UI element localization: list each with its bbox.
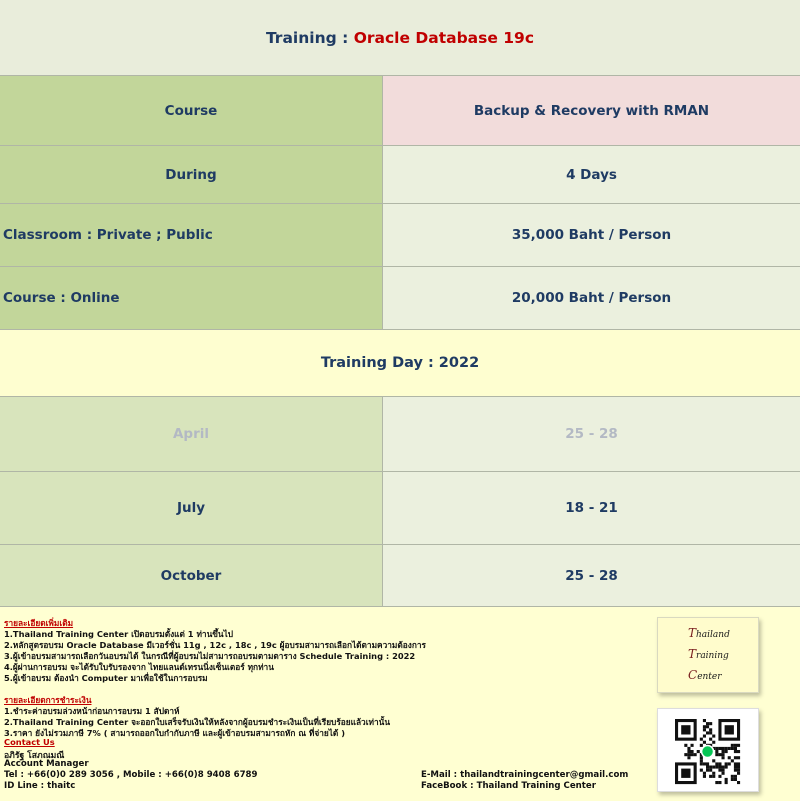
during-label: During — [0, 146, 383, 203]
online-row — [0, 266, 800, 329]
contact-name: อภิรัฐ โสภณมณี — [4, 751, 65, 761]
contact-email[interactable]: E-Mail : thailandtrainingcenter@gmail.com — [421, 770, 629, 780]
training-day-heading: Training Day : 2022 — [320, 355, 480, 371]
payment-heading: รายละเอียดการชำระเงิน — [4, 695, 92, 705]
classroom-price: 35,000 Baht / Person — [383, 204, 800, 266]
course-row — [0, 75, 800, 145]
details-heading: รายละเอียดเพิ่มเติม — [4, 618, 74, 628]
online-price: 20,000 Baht / Person — [383, 267, 800, 329]
payment-item: 1.ชำระค่าอบรมล่วงหน้าก่อนการอบรม 1 สัปดาห์ — [4, 706, 180, 716]
details-item: 3.ผู้เข้าอบรมสามารถเลือกวันอบรมได้ ในกรณีที่ผู้อบรมไม่สามารถอบรมตามตาราง Schedule Training : 2022 — [4, 651, 416, 661]
details-item: 1.Thailand Training Center เปิดอบรมตั้งแต่ 1 ท่านขึ้นไป — [4, 629, 234, 639]
details-item: 4.ผู้ผ่านการอบรม จะได้รับใบรับรองจาก ไทยแลนด์เทรนนิ่งเซ็นเตอร์ ทุกท่าน — [4, 662, 274, 672]
header-row — [0, 0, 800, 75]
online-label: Course : Online — [0, 267, 383, 329]
details-item: 2.หลักสูตรอบรม Oracle Database มีเวอร์ชั่น 11g , 12c , 18c , 19c ผู้อบรมสามารถเลือกได้ตามความต้องการ — [4, 640, 426, 650]
schedule-dates: 25 - 28 — [383, 397, 800, 471]
classroom-row — [0, 203, 800, 266]
schedule-row-1 — [0, 396, 800, 471]
during-row — [0, 145, 800, 203]
title-course-name: Oracle Database 19c — [353, 28, 535, 47]
payment-item: 3.ราคา ยังไม่รวมภาษี 7% ( สามารถออกใบกำกับภาษี และผู้เข้าอบรมสามารถหัก ณ ที่จ่ายได้ ) — [4, 728, 345, 738]
schedule-month: April — [0, 397, 383, 471]
course-value: Backup & Recovery with RMAN — [383, 76, 800, 145]
schedule-dates: 18 - 21 — [383, 472, 800, 544]
footer — [0, 606, 800, 801]
payment-item: 2.Thailand Training Center จะออกใบเสร็จรับเงินให้หลังจากผู้อบรมชำระเงินเป็นที่เรียบร้อยแล้วเท่านั้น — [4, 717, 391, 727]
during-value: 4 Days — [383, 146, 800, 203]
qr-code-icon — [658, 709, 758, 791]
details-item: 5.ผู้เข้าอบรม ต้องนำ Computer มาเพื่อใช้ในการอบรม — [4, 673, 208, 683]
contact-heading: Contact Us — [4, 737, 55, 747]
schedule-dates: 25 - 28 — [383, 545, 800, 606]
schedule-month: July — [0, 472, 383, 544]
contact-line-id: ID Line : thaitc — [4, 781, 76, 791]
training-day-row — [0, 329, 800, 396]
schedule-row-3 — [0, 544, 800, 606]
schedule-row-2 — [0, 471, 800, 544]
contact-facebook[interactable]: FaceBook : Thailand Training Center — [421, 781, 596, 791]
course-label: Course — [0, 76, 383, 145]
thailand-training-center-logo: Thailand Training Center — [657, 617, 759, 693]
classroom-label: Classroom : Private ; Public — [0, 204, 383, 266]
schedule-month: October — [0, 545, 383, 606]
title-label: Training : — [265, 28, 349, 47]
line-qr-code-icon[interactable] — [657, 708, 759, 792]
contact-tel: Tel : +66(0)0 289 3056 , Mobile : +66(0)8 9408 6789 — [4, 770, 258, 780]
contact-role: Account Manager — [4, 759, 89, 769]
page-title — [0, 0, 800, 75]
